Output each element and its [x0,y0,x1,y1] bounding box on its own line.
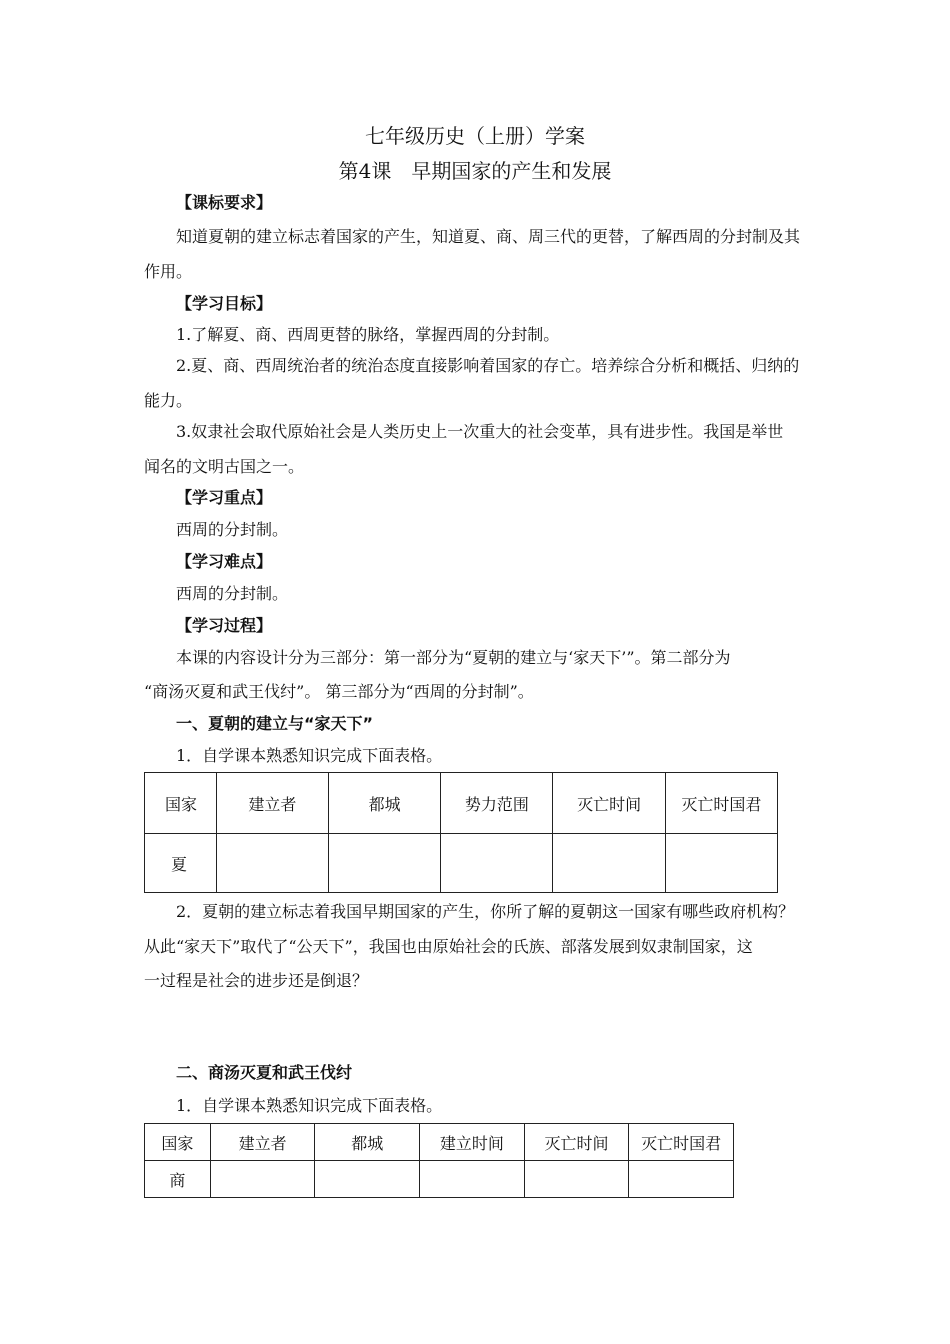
table-cell[interactable] [553,834,665,893]
table-header-cell: 灭亡时国君 [629,1124,734,1161]
table-cell: 商 [145,1161,211,1198]
table-header-cell: 灭亡时国君 [665,773,777,834]
part2-task1: 1．自学课本熟悉知识完成下面表格。 [176,1096,443,1115]
table-cell[interactable] [629,1161,734,1198]
lesson-title: 第4课 早期国家的产生和发展 [338,159,612,183]
document-title: 七年级历史（上册）学案 [365,124,585,148]
curriculum-heading: 【课标要求】 [176,193,273,212]
key-points-heading: 【学习重点】 [176,488,273,507]
table-header-cell: 建立者 [210,1124,315,1161]
xia-table [144,772,778,893]
table-cell[interactable] [329,834,441,893]
part1-task2-cont1: 从此“家天下”取代了“公天下”，我国也由原始社会的氏族、部落发展到奴隶制国家，这 [144,937,753,956]
table-header-row [145,1124,734,1161]
table-header-cell: 建立时间 [420,1124,525,1161]
part1-heading: 一、夏朝的建立与“家天下” [176,714,374,733]
part1-task1: 1．自学课本熟悉知识完成下面表格。 [176,746,443,765]
part1-task2-cont2: 一过程是社会的进步还是倒退？ [144,971,369,990]
goal-item-3: 3.奴隶社会取代原始社会是人类历史上一次重大的社会变革，具有进步性。我国是举世 [176,422,784,441]
difficulties-heading: 【学习难点】 [176,552,273,571]
table-header-cell: 都城 [329,773,441,834]
table-header-cell: 势力范围 [441,773,553,834]
table-header-cell: 国家 [145,773,217,834]
key-points-text: 西周的分封制。 [176,520,289,539]
part2-heading: 二、商汤灭夏和武王伐纣 [176,1063,353,1082]
table-header-cell: 国家 [145,1124,211,1161]
process-text-cont: “商汤灭夏和武王伐纣”。 第三部分为“西周的分封制”。 [144,682,534,701]
table-cell: 夏 [145,834,217,893]
table-cell[interactable] [216,834,328,893]
curriculum-text-cont: 作用。 [144,262,193,281]
table-header-cell: 灭亡时间 [553,773,665,834]
process-text: 本课的内容设计分为三部分：第一部分为“夏朝的建立与‘家天下’”。第二部分为 [176,648,731,667]
table-row [145,834,778,893]
table-cell[interactable] [441,834,553,893]
table-cell[interactable] [524,1161,629,1198]
table-header-cell: 灭亡时间 [524,1124,629,1161]
process-heading: 【学习过程】 [176,616,273,635]
shang-table [144,1123,734,1198]
table-cell[interactable] [315,1161,420,1198]
table-cell[interactable] [665,834,777,893]
curriculum-text: 知道夏朝的建立标志着国家的产生，知道夏、商、周三代的更替，了解西周的分封制及其 [176,227,801,246]
goal-item-1: 1.了解夏、商、西周更替的脉络，掌握西周的分封制。 [176,325,560,344]
table-header-row [145,773,778,834]
difficulties-text: 西周的分封制。 [176,584,289,603]
table-row [145,1161,734,1198]
table-cell[interactable] [420,1161,525,1198]
table-cell[interactable] [210,1161,315,1198]
table-header-cell: 都城 [315,1124,420,1161]
goal-item-2: 2.夏、商、西周统治者的统治态度直接影响着国家的存亡。培养综合分析和概括、归纳的 [176,356,800,375]
table-header-cell: 建立者 [216,773,328,834]
part1-task2: 2．夏朝的建立标志着我国早期国家的产生，你所了解的夏朝这一国家有哪些政府机构？ [176,902,795,921]
goals-heading: 【学习目标】 [176,294,273,313]
goal-item-3-cont: 闻名的文明古国之一。 [144,457,305,476]
goal-item-2-cont: 能力。 [144,391,193,410]
